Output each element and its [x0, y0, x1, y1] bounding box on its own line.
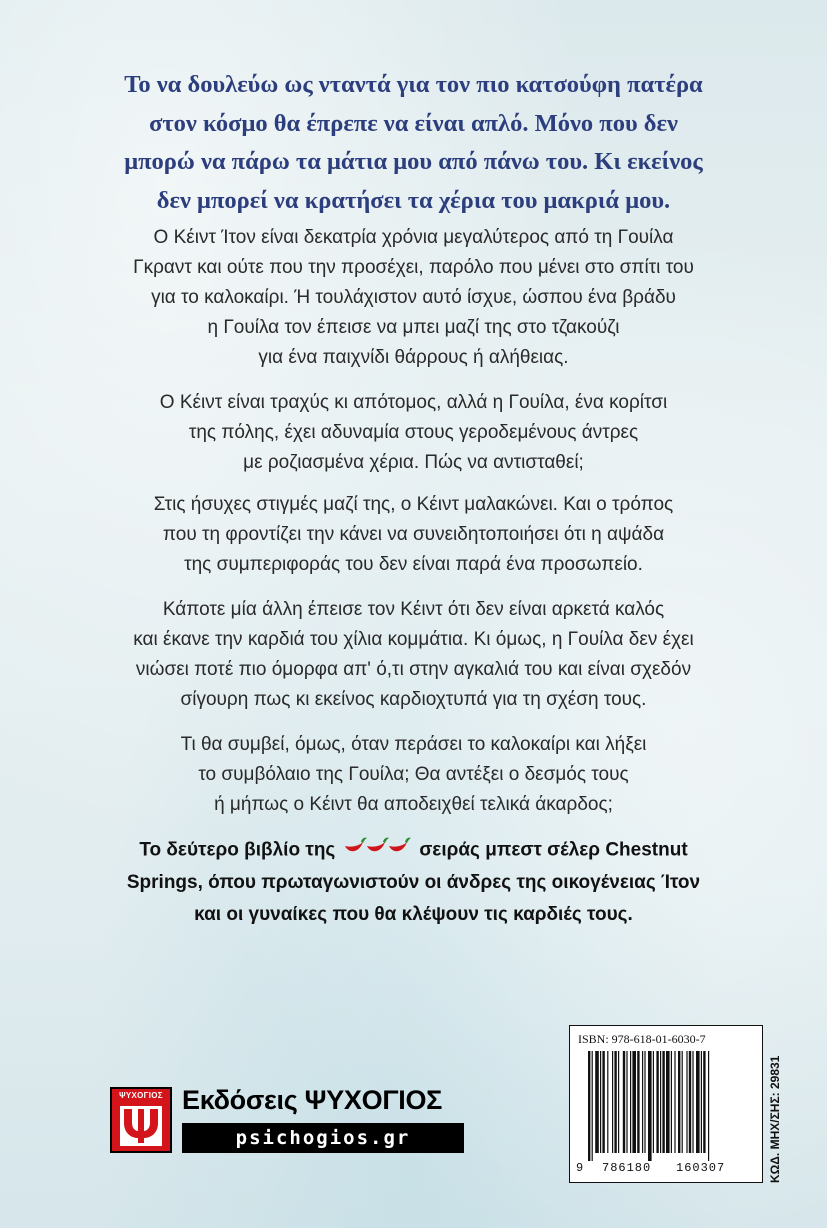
paragraph-line: της συμπεριφοράς του δεν είναι παρά ένα προσωπείο. — [184, 554, 643, 575]
synopsis-paragraph-3 — [40, 490, 787, 580]
barcode-bar — [656, 1051, 658, 1153]
barcode-bar — [648, 1051, 652, 1161]
synopsis-paragraph-2 — [40, 388, 787, 478]
paragraph-line: της πόλης, έχει αδυναμία στους γεροδεμένους άντρες — [188, 422, 639, 443]
barcode-bar — [689, 1051, 691, 1153]
barcode-digits-left: 786180 — [602, 1161, 652, 1175]
barcode-bar — [653, 1051, 654, 1153]
barcode-bar — [623, 1051, 625, 1153]
barcode-bar — [626, 1051, 627, 1153]
barcode-icon — [588, 1051, 748, 1161]
barcode-bar — [678, 1051, 680, 1153]
publisher-emblem-text: ΨΥΧΟΓΙΟΣ — [119, 1091, 163, 1100]
barcode-bar — [618, 1051, 619, 1153]
tagline-line: στον κόσμο θα έπρεπε να είναι απλό. Μόνο που δεν — [149, 109, 678, 137]
paragraph-line: Γκραντ και ούτε που την προσέχει, παρόλο που μένει στο σπίτι του — [133, 257, 694, 278]
series-note-text: σειράς μπεστ σέλερ Chestnut — [419, 839, 688, 861]
barcode-bar — [595, 1051, 599, 1153]
barcode-bar — [708, 1051, 709, 1161]
barcode-bar — [607, 1051, 608, 1153]
tagline — [60, 66, 767, 220]
barcode-bar — [686, 1051, 687, 1153]
barcode-bar — [600, 1051, 601, 1153]
synopsis-paragraph-4 — [40, 595, 787, 715]
barcode-bar — [696, 1051, 700, 1153]
barcode-bar — [666, 1051, 670, 1153]
paragraph-line: για το καλοκαίρι. Ή τουλάχιστον αυτό ίσχυε, ώσπου ένα βράδυ — [151, 287, 676, 308]
paragraph-line: Ο Κέιντ είναι τραχύς κι απότομος, αλλά η Γουίλα, ένα κορίτσι — [159, 392, 668, 413]
barcode-bar — [692, 1051, 693, 1153]
barcode-bar — [588, 1051, 590, 1161]
barcode-bar — [682, 1051, 683, 1153]
paragraph-line: με ροζιασμένα χέρια. Πώς να αντισταθεί; — [243, 452, 584, 473]
paragraph-line: το συμβόλαιο της Γουίλα; Θα αντέξει ο δεσμός τους — [198, 764, 629, 785]
publisher-url: psichogios.gr — [182, 1123, 464, 1153]
barcode-bar — [703, 1051, 705, 1153]
barcode-bar — [612, 1051, 613, 1153]
publisher-emblem — [110, 1087, 172, 1153]
publisher-name: Εκδόσεις ΨΥΧΟΓΙΟΣ — [182, 1085, 443, 1115]
series-note-text: Το δεύτερο βιβλίο της — [139, 839, 336, 861]
barcode-bar — [701, 1051, 702, 1153]
barcode-bar — [674, 1051, 675, 1153]
product-code: ΚΩΔ. ΜΗΧ/ΣΗΣ: 29831 — [768, 1055, 782, 1183]
paragraph-line: και έκανε την καρδιά του χίλια κομμάτια. Κι όμως, η Γουίλα δεν έχει — [133, 629, 694, 650]
barcode-bar — [660, 1051, 661, 1153]
paragraph-line: Ο Κέιντ Ίτον είναι δεκατρία χρόνια μεγαλύτερος από τη Γουίλα — [153, 227, 674, 248]
paragraph-line: σίγουρη πως κι εκείνος καρδιοχτυπά για τη σχέση τους. — [180, 689, 647, 710]
chili-pepper-icon — [343, 834, 411, 867]
barcode-panel — [569, 1025, 763, 1183]
paragraph-line: Στις ήσυχες στιγμές μαζί της, ο Κέιντ μαλακώνει. Και ο τρόπος — [153, 494, 674, 515]
synopsis-paragraph-1 — [40, 223, 787, 373]
tagline-line: μπορώ να πάρω τα μάτια μου από πάνω του. Κι εκείνος — [124, 148, 703, 175]
barcode-bar — [671, 1051, 672, 1153]
paragraph-line: ή μήπως ο Κέιντ θα αποδειχθεί τελικά άκαρδος; — [214, 794, 613, 815]
barcode-bar — [630, 1051, 631, 1153]
psi-logo-icon — [118, 1103, 164, 1149]
barcode-bar — [614, 1051, 616, 1153]
tagline-line: δεν μπορεί να κρατήσει τα χέρια του μακριά μου. — [156, 186, 671, 214]
series-note-line-1 — [40, 834, 787, 867]
barcode-digit-first: 9 — [576, 1161, 584, 1175]
series-note-line-3: και οι γυναίκες που θα κλέψουν τις καρδιές τους. — [194, 904, 633, 925]
barcode-bar — [662, 1051, 664, 1153]
paragraph-line: νιώσει ποτέ πιο όμορφα απ' ό,τι στην αγκαλιά του και είναι σχεδόν — [135, 659, 692, 680]
barcode-bar — [637, 1051, 639, 1153]
barcode-bar — [632, 1051, 636, 1153]
paragraph-line: Κάποτε μία άλλη έπεισε τον Κέιντ ότι δεν είναι αρκετά καλός — [162, 599, 665, 620]
tagline-line: Το να δουλεύω ως νταντά για τον πιο κατσούφη πατέρα — [124, 71, 703, 98]
paragraph-line: Τι θα συμβεί, όμως, όταν περάσει το καλοκαίρι και λήξει — [180, 734, 647, 755]
paragraph-line: που τη φροντίζει την κάνει να συνειδητοποιήσει ότι η αψάδα — [162, 524, 665, 545]
barcode-bar — [642, 1051, 643, 1153]
barcode-digits-right: 160307 — [676, 1161, 726, 1175]
isbn-label: ISBN: 978-618-01-6030-7 — [578, 1032, 706, 1046]
series-note-line-2: Springs, όπου πρωταγωνιστούν οι άνδρες της οικογένειας Ίτον — [126, 872, 701, 893]
barcode-bar — [602, 1051, 604, 1153]
barcode-bar — [644, 1051, 645, 1153]
publisher-logo — [110, 1083, 470, 1159]
series-note — [40, 834, 787, 931]
paragraph-line: η Γουίλα τον έπεισε να μπει μαζί της στο τζακούζι — [207, 317, 620, 338]
synopsis-paragraph-5 — [40, 730, 787, 820]
paragraph-line: για ένα παιχνίδι θάρρους ή αλήθειας. — [258, 347, 569, 368]
barcode-bar — [592, 1051, 593, 1161]
